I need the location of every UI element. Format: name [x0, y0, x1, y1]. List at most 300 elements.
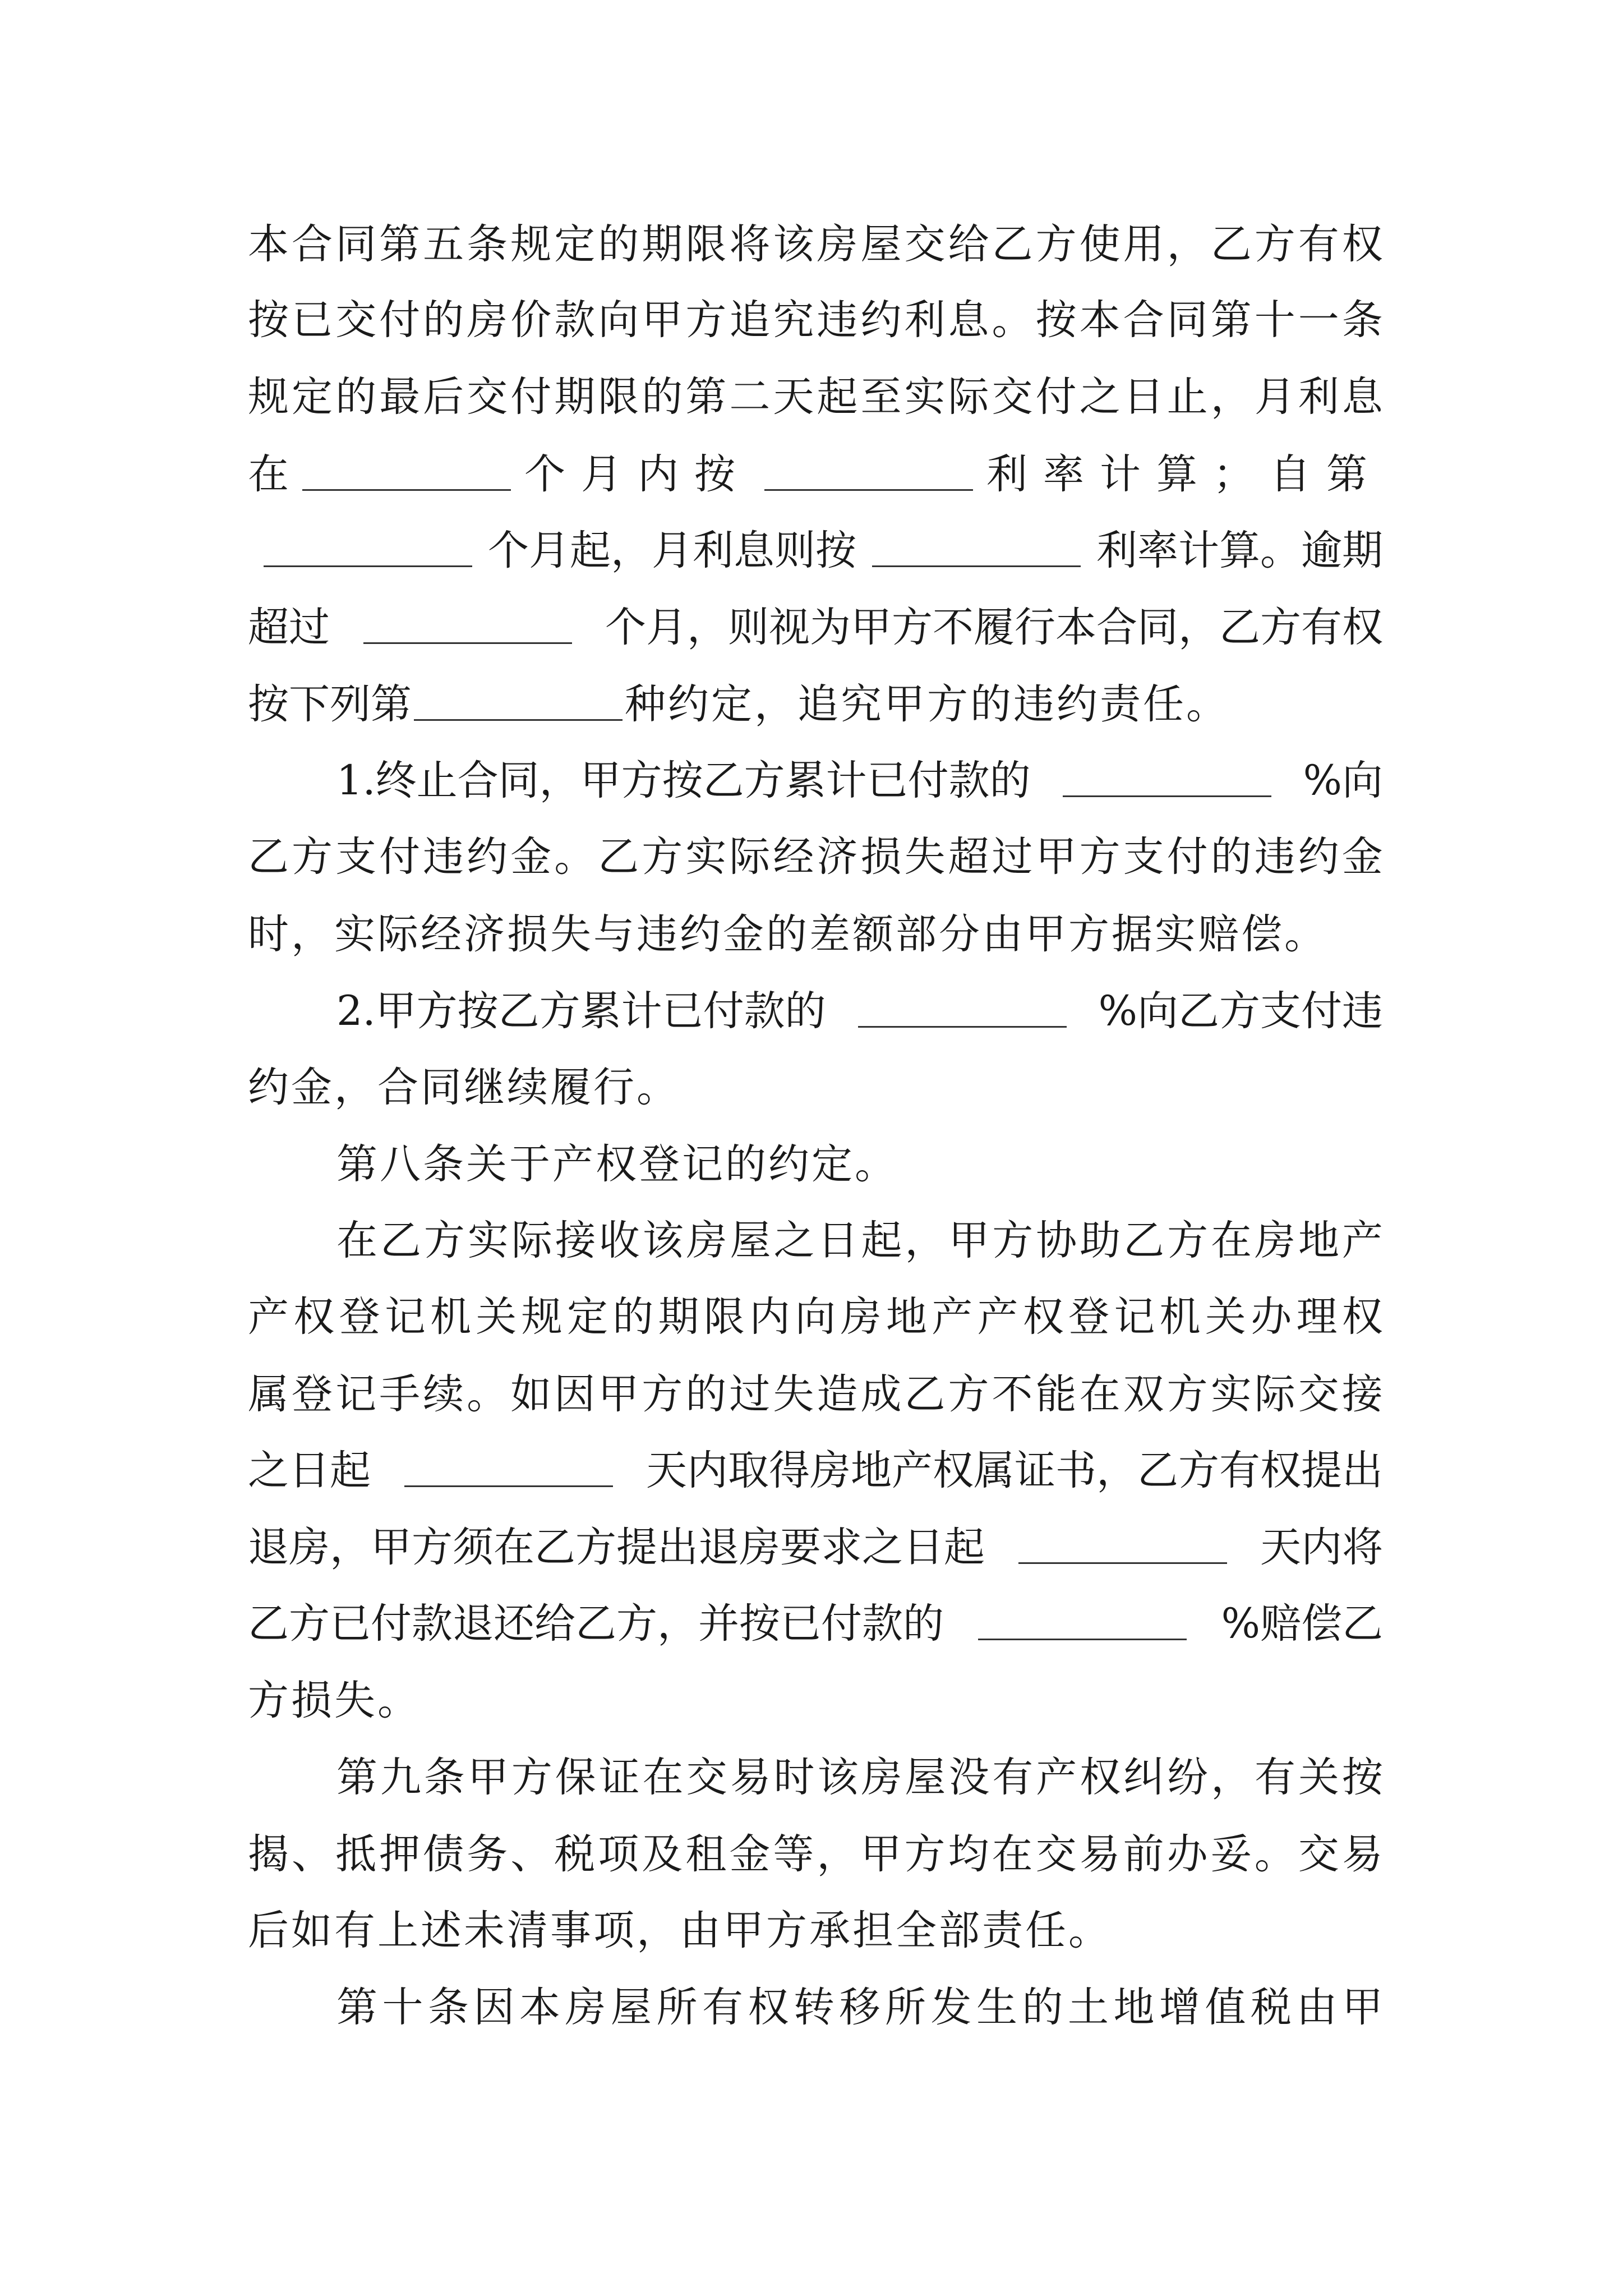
text-char: 权 — [1022, 1292, 1064, 1341]
text-char: 屋 — [730, 1216, 771, 1264]
text-segment: 后如有上述未清事项，由甲方承担全部责任。 — [248, 1906, 1112, 1954]
text-char: 金 — [510, 832, 552, 881]
text-char: 按 — [1341, 1753, 1383, 1801]
text-char: 揭 — [248, 1830, 289, 1878]
text-char: 土 — [1068, 1983, 1109, 2031]
text-char: 至 — [860, 372, 902, 421]
text-char: 、 — [510, 1830, 552, 1878]
text-segment — [248, 372, 1383, 421]
text-char: 机 — [430, 1292, 472, 1341]
text-char: 双 — [1123, 1370, 1164, 1418]
text-segment: 乙方已付款退还给乙方，并按已付款的 — [248, 1599, 944, 1648]
text-char: 十 — [1254, 296, 1295, 344]
text-char: 规 — [521, 1292, 562, 1341]
text-char: 产 — [248, 1292, 289, 1341]
text-segment: 利率计算；自第 — [986, 450, 1383, 498]
text-char: 所 — [885, 1983, 926, 2031]
text-char: 的 — [642, 372, 683, 421]
text-char: 向 — [795, 1292, 836, 1341]
text-line — [248, 1280, 1383, 1353]
text-char: 同 — [335, 220, 377, 268]
text-char: 机 — [1159, 1292, 1201, 1341]
text-char: 造 — [817, 1370, 858, 1418]
text-char: 违 — [423, 832, 464, 881]
text-char: 易 — [730, 1753, 771, 1801]
fill-in-blank[interactable] — [264, 532, 472, 567]
fill-in-blank[interactable] — [978, 1605, 1187, 1640]
text-char: 的 — [1210, 832, 1252, 881]
text-char: 条 — [423, 1753, 465, 1801]
text-char: 实 — [467, 1216, 509, 1264]
text-segment: 天内取得房地产权属证书，乙方有权提出 — [646, 1446, 1383, 1494]
text-char: 期 — [642, 220, 683, 268]
text-segment: 1.终止合同，甲方按乙方累计已付款的 — [336, 756, 1031, 804]
text-char: 方 — [1167, 1216, 1209, 1264]
text-char: 之 — [773, 1216, 815, 1264]
text-char: 务 — [467, 1830, 508, 1878]
text-char: 规 — [248, 372, 289, 421]
text-char: 方 — [1035, 220, 1077, 268]
text-char: 在 — [642, 1753, 684, 1801]
text-char: 产 — [932, 1292, 973, 1341]
text-char: 方 — [948, 1370, 989, 1418]
text-line — [248, 1894, 1112, 1967]
text-char: 方 — [423, 1216, 465, 1264]
text-char: 合 — [1123, 296, 1164, 344]
text-char: 甲 — [1342, 1983, 1383, 2031]
text-char: 权 — [748, 1983, 789, 2031]
text-line — [336, 1204, 1383, 1277]
text-char: 妥 — [1210, 1830, 1252, 1878]
text-char: 支 — [1123, 832, 1164, 881]
text-char: 办 — [1251, 1292, 1292, 1341]
text-char: 将 — [729, 220, 771, 268]
text-char: 时 — [773, 1753, 815, 1801]
text-char: 房 — [565, 1983, 606, 2031]
text-segment: 个月内按 — [524, 450, 751, 498]
text-char: 金 — [729, 1830, 771, 1878]
text-char: 限 — [598, 372, 639, 421]
text-char: 房 — [840, 1292, 882, 1341]
text-char: 定 — [566, 1292, 608, 1341]
text-char: 乙 — [598, 832, 639, 881]
text-char: 值 — [1205, 1983, 1246, 2031]
text-char: 第 — [685, 372, 727, 421]
text-char: 过 — [992, 832, 1033, 881]
text-char: 利 — [904, 296, 946, 344]
text-char: 息 — [948, 296, 989, 344]
text-char: 理 — [1296, 1292, 1338, 1341]
text-char: 的 — [1022, 1983, 1063, 2031]
text-char: 该 — [642, 1216, 684, 1264]
text-char: 价 — [510, 296, 552, 344]
fill-in-blank[interactable] — [414, 685, 623, 721]
text-line — [248, 898, 1327, 970]
text-char: 项 — [598, 1830, 639, 1878]
text-char: 没 — [948, 1753, 990, 1801]
text-char: 、 — [292, 1830, 333, 1878]
text-char: 失 — [773, 1370, 814, 1418]
text-segment: 种约定，追究甲方的违约责任。 — [625, 680, 1229, 728]
text-char: 续 — [423, 1370, 464, 1418]
section-heading — [336, 1128, 898, 1200]
fill-in-blank[interactable] — [1018, 1529, 1227, 1564]
text-char: 已 — [292, 296, 333, 344]
text-char: 屋 — [860, 220, 902, 268]
text-char: 接 — [1341, 1370, 1383, 1418]
text-char: 条 — [1341, 296, 1383, 344]
text-char: 限 — [685, 220, 727, 268]
text-char: 追 — [729, 296, 771, 344]
text-char: 在 — [336, 1216, 377, 1264]
text-char: 有 — [702, 1983, 743, 2031]
text-char: 乙 — [380, 1216, 421, 1264]
text-line — [336, 744, 1383, 817]
text-char: 登 — [339, 1292, 380, 1341]
text-char: 甲 — [467, 1753, 509, 1801]
text-char: 有 — [992, 1753, 1034, 1801]
text-segment — [248, 1370, 1383, 1418]
text-char: 接 — [555, 1216, 596, 1264]
text-segment: 方损失。 — [248, 1676, 421, 1724]
text-char: 的 — [685, 1370, 727, 1418]
text-char: 按 — [1035, 296, 1077, 344]
fill-in-blank[interactable] — [858, 992, 1067, 1028]
text-char: 期 — [658, 1292, 699, 1341]
text-char: 交 — [992, 372, 1033, 421]
text-char: 约 — [467, 832, 508, 881]
text-char: 付 — [379, 296, 421, 344]
text-char: 违 — [817, 296, 858, 344]
text-line — [248, 514, 1383, 587]
text-char: 产 — [1036, 1753, 1077, 1801]
text-segment: %向乙方支付违 — [1098, 987, 1383, 1035]
text-char: 房 — [686, 1216, 727, 1264]
text-char: ， — [817, 1830, 858, 1878]
text-char: 交 — [335, 296, 377, 344]
text-char: 税 — [1251, 1983, 1292, 2031]
text-char: 款 — [554, 296, 596, 344]
text-char: 最 — [379, 372, 421, 421]
text-char: 权 — [293, 1292, 335, 1341]
text-char: 止 — [1166, 372, 1208, 421]
text-char: 。 — [1254, 1830, 1295, 1878]
text-char: 二 — [729, 372, 771, 421]
text-char: 的 — [423, 296, 464, 344]
text-char: 究 — [773, 296, 814, 344]
text-char: 乙 — [992, 220, 1033, 268]
text-char: 关 — [476, 1292, 517, 1341]
text-line — [248, 438, 1383, 510]
text-char: 后 — [423, 372, 464, 421]
text-char: 交 — [904, 220, 946, 268]
text-char: 发 — [930, 1983, 972, 2031]
text-char: 本 — [248, 220, 289, 268]
text-char: 际 — [948, 372, 989, 421]
text-char: 均 — [948, 1830, 989, 1878]
text-segment — [336, 1753, 1383, 1801]
text-segment: 在 — [248, 450, 289, 498]
text-char: 付 — [1166, 832, 1208, 881]
text-char: 期 — [554, 372, 596, 421]
text-char: 违 — [1254, 832, 1295, 881]
text-char: 登 — [1068, 1292, 1110, 1341]
text-line — [248, 820, 1383, 893]
text-char: 息 — [1341, 372, 1383, 421]
text-segment: 时，实际经济损失与违约金的差额部分由甲方据实赔偿。 — [248, 910, 1327, 958]
text-line — [336, 1741, 1383, 1814]
text-char: 手 — [379, 1370, 421, 1418]
text-segment: 之日起 — [248, 1446, 371, 1494]
text-segment — [248, 1292, 1383, 1341]
text-char: 交 — [1298, 1370, 1339, 1418]
text-char: 条 — [428, 1983, 469, 2031]
text-char: 条 — [467, 220, 508, 268]
text-char: 方 — [1079, 832, 1121, 881]
text-char: 交 — [1298, 1830, 1339, 1878]
text-line — [248, 1434, 1383, 1507]
text-char: 纠 — [1123, 1753, 1165, 1801]
text-char: 乙 — [1210, 220, 1252, 268]
text-char: 付 — [510, 372, 552, 421]
text-char: 不 — [992, 1370, 1033, 1418]
text-char: 给 — [948, 220, 989, 268]
text-line — [248, 283, 1383, 356]
text-char: 如 — [510, 1370, 552, 1418]
text-segment: 利率计算。逾期 — [1096, 526, 1383, 574]
text-line — [248, 360, 1383, 433]
text-char: 交 — [467, 372, 508, 421]
text-char: 能 — [1035, 1370, 1077, 1418]
text-char: 税 — [554, 1830, 596, 1878]
text-char: 移 — [839, 1983, 880, 2031]
text-char: 收 — [598, 1216, 640, 1264]
text-char: 本 — [1079, 296, 1121, 344]
text-char: ， — [1211, 1753, 1252, 1801]
text-char: 方 — [1166, 1370, 1208, 1418]
text-char: 记 — [384, 1292, 426, 1341]
text-char: 定 — [292, 372, 333, 421]
text-char: 保 — [555, 1753, 596, 1801]
text-char: 乙 — [1123, 1216, 1165, 1264]
text-char: 同 — [1166, 296, 1208, 344]
text-line — [248, 1818, 1383, 1890]
text-char: 付 — [1035, 372, 1077, 421]
text-char: 权 — [1341, 1292, 1383, 1341]
text-char: 抵 — [335, 1830, 377, 1878]
text-char: 因 — [554, 1370, 596, 1418]
text-char: 。 — [992, 296, 1033, 344]
text-char: 本 — [519, 1983, 560, 2031]
text-line — [336, 974, 1383, 1047]
text-char: 约 — [1298, 832, 1339, 881]
text-char: 地 — [1298, 1216, 1339, 1264]
text-char: 办 — [1166, 1830, 1208, 1878]
text-char: 日 — [1123, 372, 1164, 421]
text-char: 在 — [1079, 1370, 1121, 1418]
text-char: 按 — [248, 296, 289, 344]
text-char: 方 — [992, 1216, 1034, 1264]
text-char: 在 — [1211, 1216, 1252, 1264]
text-char: 约 — [860, 296, 902, 344]
text-char: 有 — [1255, 1753, 1296, 1801]
text-char: 五 — [423, 220, 464, 268]
text-char: 之 — [1079, 372, 1121, 421]
text-char: 甲 — [948, 1216, 990, 1264]
text-segment: 约金，合同继续履行。 — [248, 1063, 680, 1111]
text-char: 屋 — [611, 1983, 652, 2031]
text-char: 济 — [817, 832, 858, 881]
text-char: 方 — [685, 296, 727, 344]
text-char: 失 — [904, 832, 946, 881]
text-char: 甲 — [598, 1370, 639, 1418]
text-char: 易 — [1341, 1830, 1383, 1878]
text-segment: 天内将 — [1260, 1523, 1383, 1571]
text-char: 第 — [336, 1983, 377, 2031]
text-char: 增 — [1159, 1983, 1200, 2031]
fill-in-blank[interactable] — [764, 455, 973, 491]
text-segment: %向 — [1303, 756, 1383, 804]
text-char: 生 — [976, 1983, 1017, 2031]
text-char: 使 — [1079, 220, 1121, 268]
text-char: 付 — [379, 832, 421, 881]
text-char: 记 — [335, 1370, 377, 1418]
text-char: 金 — [1341, 832, 1383, 881]
text-char: 际 — [1254, 1370, 1295, 1418]
text-char: 助 — [1080, 1216, 1121, 1264]
text-char: 起 — [817, 372, 858, 421]
text-char: 支 — [335, 832, 377, 881]
text-char: 过 — [729, 1370, 771, 1418]
text-char: 起 — [861, 1216, 902, 1264]
text-char: 第 — [379, 220, 421, 268]
text-char: 合 — [292, 220, 333, 268]
text-segment: 2.甲方按乙方累计已付款的 — [336, 987, 826, 1035]
text-char: 属 — [248, 1370, 289, 1418]
text-char: 产 — [1341, 1216, 1383, 1264]
text-char: 实 — [1210, 1370, 1252, 1418]
text-char: 证 — [598, 1753, 640, 1801]
fill-in-blank[interactable] — [302, 455, 511, 491]
text-char: 方 — [642, 1370, 683, 1418]
text-char: 地 — [886, 1292, 927, 1341]
text-char: 权 — [1080, 1753, 1121, 1801]
text-line — [248, 668, 1229, 740]
text-char: 的 — [335, 372, 377, 421]
text-char: 利 — [1298, 372, 1339, 421]
text-char: 房 — [1255, 1216, 1296, 1264]
text-char: 押 — [379, 1830, 421, 1878]
text-segment: 个月，则视为甲方不履行本合同，乙方有权 — [605, 603, 1383, 651]
text-char: 有 — [1298, 220, 1339, 268]
text-char: 在 — [992, 1830, 1033, 1878]
text-char: 实 — [904, 372, 946, 421]
text-line — [248, 1664, 421, 1737]
text-line — [248, 591, 1383, 664]
text-line — [248, 1511, 1383, 1584]
text-char: ， — [905, 1216, 946, 1264]
text-segment: 第八条关于产权登记的约定。 — [336, 1140, 898, 1188]
text-char: 月 — [1254, 372, 1295, 421]
text-char: 因 — [473, 1983, 515, 2031]
text-char: 纷 — [1167, 1753, 1209, 1801]
text-segment: 按下列第 — [248, 680, 412, 728]
text-char: 关 — [1298, 1753, 1339, 1801]
text-char: 。 — [554, 832, 596, 881]
text-char: 损 — [860, 832, 902, 881]
text-char: 际 — [729, 832, 771, 881]
text-char: 地 — [1113, 1983, 1155, 2031]
text-char: 屋 — [905, 1753, 946, 1801]
fill-in-blank[interactable] — [363, 609, 572, 644]
text-char: 甲 — [1035, 832, 1077, 881]
text-segment — [248, 220, 1383, 268]
text-segment — [336, 1216, 1383, 1264]
text-char: 由 — [1296, 1983, 1338, 2031]
text-char: 的 — [612, 1292, 654, 1341]
text-char: 债 — [423, 1830, 464, 1878]
text-char: 乙 — [904, 1370, 946, 1418]
text-char: 限 — [703, 1292, 745, 1341]
text-char: 权 — [1341, 220, 1383, 268]
text-char: 关 — [1205, 1292, 1246, 1341]
fill-in-blank[interactable] — [404, 1452, 613, 1487]
text-char: 租 — [685, 1830, 727, 1878]
text-char: 第 — [1210, 296, 1252, 344]
text-char: 房 — [467, 296, 508, 344]
text-char: 经 — [773, 832, 814, 881]
text-char: 方 — [642, 832, 683, 881]
text-char: 。 — [467, 1370, 508, 1418]
text-char: 际 — [511, 1216, 552, 1264]
text-segment: 个月起，月利息则按 — [488, 526, 856, 574]
text-char: 转 — [794, 1983, 834, 2031]
text-char: 该 — [817, 1753, 859, 1801]
text-char: 内 — [749, 1292, 791, 1341]
text-char: 方 — [511, 1753, 552, 1801]
text-char: 的 — [598, 220, 639, 268]
text-char: ， — [1210, 372, 1252, 421]
text-char: 规 — [510, 220, 552, 268]
text-char: 产 — [977, 1292, 1018, 1341]
text-char: 方 — [292, 832, 333, 881]
text-segment — [248, 1830, 1383, 1878]
text-line — [248, 1051, 680, 1124]
text-segment — [248, 296, 1383, 344]
text-char: 成 — [860, 1370, 902, 1418]
text-char: 九 — [380, 1753, 421, 1801]
text-line — [248, 208, 1383, 280]
text-char: 方 — [1254, 220, 1295, 268]
text-char: 登 — [292, 1370, 333, 1418]
text-char: 前 — [1123, 1830, 1164, 1878]
text-char: ， — [1166, 220, 1208, 268]
fill-in-blank[interactable] — [872, 532, 1081, 567]
text-segment — [248, 832, 1383, 881]
text-char: 实 — [685, 832, 727, 881]
text-char: 用 — [1123, 220, 1164, 268]
text-char: 定 — [554, 220, 596, 268]
text-char: 协 — [1036, 1216, 1077, 1264]
text-char: 及 — [642, 1830, 683, 1878]
text-char: 所 — [656, 1983, 698, 2031]
text-segment: %赔偿乙 — [1221, 1599, 1383, 1648]
fill-in-blank[interactable] — [1063, 762, 1271, 797]
text-char: 交 — [686, 1753, 727, 1801]
text-char: 交 — [1035, 1830, 1077, 1878]
text-char: 易 — [1079, 1830, 1121, 1878]
text-char: 向 — [598, 296, 639, 344]
